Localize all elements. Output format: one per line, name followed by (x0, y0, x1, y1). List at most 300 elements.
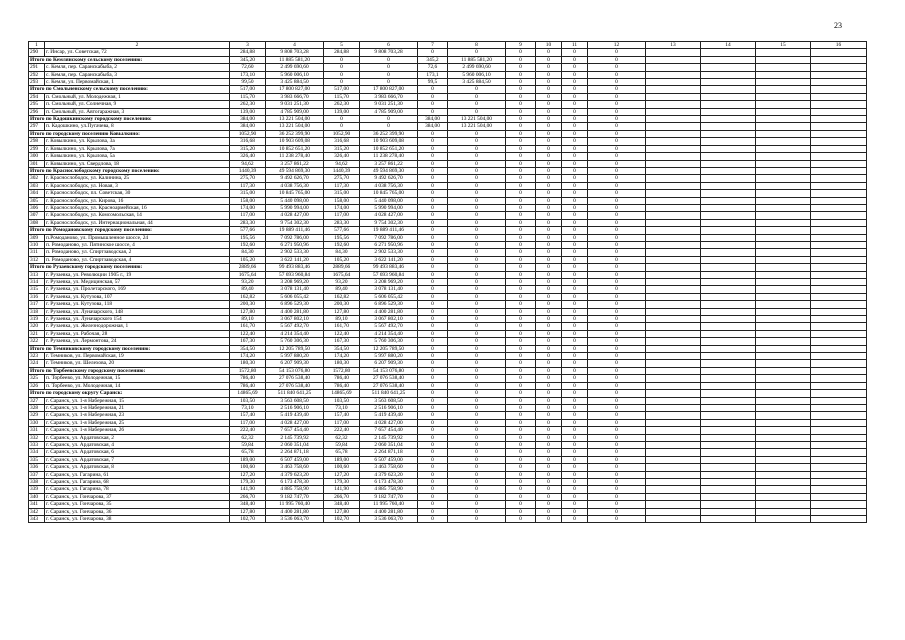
value-cell: 84,30 (230, 249, 266, 256)
value-cell: 0 (506, 286, 536, 293)
value-cell: 2 060 351,04 (360, 441, 418, 448)
value-cell: 4 028 427,00 (266, 212, 324, 219)
value-cell (811, 486, 867, 493)
value-cell: 5 567 492,70 (360, 323, 418, 330)
value-cell (646, 167, 701, 174)
value-cell (646, 256, 701, 263)
value-cell: 2 516 906,10 (360, 404, 418, 411)
value-cell (756, 56, 811, 63)
value-cell: 0 (506, 108, 536, 115)
subtotal-label-cell: Итого по Ромодановскому городскому поселению: (29, 227, 230, 234)
row-number-cell: 327 (29, 397, 45, 404)
address-cell: г. Саранск, ул. Гагарина, 61 (45, 471, 230, 478)
value-cell: 6 271 950,96 (360, 241, 418, 248)
table-row (29, 471, 867, 478)
value-cell: 0 (536, 434, 562, 441)
value-cell (701, 375, 756, 382)
column-number-cell: 1 (29, 42, 45, 49)
value-cell: 0 (562, 345, 588, 352)
value-cell: 0 (588, 516, 646, 523)
value-cell: 0 (506, 382, 536, 389)
value-cell (756, 323, 811, 330)
value-cell: 0 (562, 397, 588, 404)
value-cell: 0 (506, 197, 536, 204)
value-cell: 180,30 (324, 360, 360, 367)
value-cell (646, 419, 701, 426)
value-cell: 0 (324, 64, 360, 71)
value-cell: 0 (536, 316, 562, 323)
value-cell: 0 (536, 486, 562, 493)
value-cell: 3 536 063,70 (360, 516, 418, 523)
value-cell: 0 (506, 375, 536, 382)
value-cell: 0 (588, 86, 646, 93)
value-cell (811, 338, 867, 345)
value-cell (756, 175, 811, 182)
value-cell (811, 212, 867, 219)
value-cell: 0 (562, 182, 588, 189)
value-cell: 0 (448, 160, 506, 167)
value-cell: 0 (562, 286, 588, 293)
value-cell: 0 (506, 316, 536, 323)
value-cell: 13 221 504,00 (448, 123, 506, 130)
value-cell: 384,00 (230, 123, 266, 130)
address-cell: г. Инсар, ул. Советская, 72 (45, 49, 230, 56)
value-cell: 0 (506, 116, 536, 123)
value-cell: 11 238 278,40 (360, 153, 418, 160)
value-cell (756, 301, 811, 308)
address-cell: г. Рузаевка, ул. Революции 1905 г., 19 (45, 271, 230, 278)
value-cell: 73,10 (230, 404, 266, 411)
value-cell: 2 902 533,30 (266, 249, 324, 256)
value-cell: 7 092 786,00 (266, 234, 324, 241)
value-cell (811, 293, 867, 300)
value-cell: 0 (562, 367, 588, 374)
value-cell: 0 (536, 138, 562, 145)
value-cell (756, 427, 811, 434)
table-row (29, 323, 867, 330)
value-cell: 12 205 789,50 (266, 345, 324, 352)
value-cell: 5 997 880,20 (266, 353, 324, 360)
value-cell: 0 (506, 79, 536, 86)
value-cell (701, 204, 756, 211)
value-cell (756, 338, 811, 345)
value-cell (701, 501, 756, 508)
value-cell: 0 (506, 93, 536, 100)
value-cell (811, 49, 867, 56)
value-cell: 65,78 (230, 449, 266, 456)
value-cell: 0 (562, 204, 588, 211)
value-cell: 5 419 439,40 (266, 412, 324, 419)
table-row (29, 138, 867, 145)
value-cell: 0 (324, 123, 360, 130)
value-cell (756, 404, 811, 411)
value-cell (646, 456, 701, 463)
value-cell: 0 (448, 286, 506, 293)
row-number-cell: 334 (29, 449, 45, 456)
value-cell: 117,00 (230, 419, 266, 426)
value-cell: 0 (418, 182, 448, 189)
value-cell (646, 56, 701, 63)
value-cell (701, 182, 756, 189)
value-cell: 316,68 (324, 138, 360, 145)
table-row (29, 175, 867, 182)
value-cell: 180,30 (230, 360, 266, 367)
value-cell: 5 960 006,10 (266, 71, 324, 78)
value-cell: 3 208 969,20 (266, 279, 324, 286)
value-cell: 10 852 651,20 (266, 145, 324, 152)
value-cell: 0 (448, 130, 506, 137)
address-cell: г. Саранск, ул. Ардатовская, 2 (45, 434, 230, 441)
address-cell: г. Саранск, ул. 1-я Набережная, 25 (45, 419, 230, 426)
value-cell (756, 308, 811, 315)
value-cell: 0 (588, 256, 646, 263)
value-cell: 2 060 351,04 (266, 441, 324, 448)
value-cell: 0 (536, 456, 562, 463)
value-cell: 0 (562, 316, 588, 323)
value-cell: 577,66 (230, 227, 266, 234)
value-cell: 0 (588, 338, 646, 345)
value-cell (756, 501, 811, 508)
value-cell: 0 (418, 404, 448, 411)
value-cell: 0 (506, 56, 536, 63)
value-cell: 0 (588, 464, 646, 471)
value-cell: 0 (536, 367, 562, 374)
value-cell: 0 (418, 249, 448, 256)
row-number-cell: 324 (29, 360, 45, 367)
value-cell (701, 308, 756, 315)
value-cell: 6 507 459,00 (360, 456, 418, 463)
value-cell: 0 (418, 412, 448, 419)
value-cell: 0 (562, 478, 588, 485)
value-cell: 10 903 609,08 (266, 138, 324, 145)
value-cell: 0 (506, 49, 536, 56)
column-number-cell: 14 (701, 42, 756, 49)
value-cell: 62,32 (230, 434, 266, 441)
value-cell: 0 (536, 516, 562, 523)
table-row (29, 501, 867, 508)
address-cell: г. Саранск, ул. Ардатовская, 8 (45, 464, 230, 471)
value-cell: 0 (588, 182, 646, 189)
value-cell: 0 (562, 79, 588, 86)
value-cell: 0 (448, 456, 506, 463)
column-number-cell: 16 (811, 42, 867, 49)
value-cell: 117,30 (230, 182, 266, 189)
table-row (29, 434, 867, 441)
row-number-cell: 339 (29, 486, 45, 493)
row-number-cell: 337 (29, 471, 45, 478)
row-number-cell: 330 (29, 419, 45, 426)
value-cell: 4 400 281,80 (360, 308, 418, 315)
value-cell: 65,78 (324, 449, 360, 456)
value-cell: 0 (506, 227, 536, 234)
column-number-cell: 7 (418, 42, 448, 49)
table-row (29, 71, 867, 78)
value-cell: 0 (418, 323, 448, 330)
row-number-cell: 332 (29, 434, 45, 441)
value-cell (701, 434, 756, 441)
value-cell: 0 (506, 464, 536, 471)
table-row (29, 338, 867, 345)
row-number-cell: 292 (29, 71, 45, 78)
value-cell (646, 330, 701, 337)
address-cell: г. Саранск, ул. Гончарова, 38 (45, 516, 230, 523)
value-cell (811, 86, 867, 93)
value-cell (811, 397, 867, 404)
value-cell: 0 (536, 175, 562, 182)
value-cell: 0 (588, 434, 646, 441)
address-cell: г. Рузаевка, ул. Кутузова, 118 (45, 301, 230, 308)
value-cell: 9 808 703,28 (360, 49, 418, 56)
value-cell: 4 028 427,00 (360, 419, 418, 426)
value-cell: 11 238 278,40 (266, 153, 324, 160)
value-cell: 0 (506, 330, 536, 337)
value-cell: 122,40 (324, 330, 360, 337)
value-cell: 266,70 (230, 493, 266, 500)
value-cell: 2889,66 (324, 264, 360, 271)
value-cell: 3 622 141,20 (360, 256, 418, 263)
value-cell: 0 (448, 412, 506, 419)
address-cell: г. Саранск, ул. 1-я Набережная, 26 (45, 427, 230, 434)
value-cell: 10 845 765,00 (266, 190, 324, 197)
value-cell (646, 501, 701, 508)
value-cell: 36 252 399,90 (266, 130, 324, 137)
value-cell: 174,20 (324, 353, 360, 360)
value-cell: 4 400 281,80 (266, 308, 324, 315)
value-cell: 9 031 251,30 (360, 101, 418, 108)
value-cell: 2 145 739,92 (360, 434, 418, 441)
value-cell: 105,20 (324, 256, 360, 263)
address-cell: п. Кадошкино, ул.Пугачева, 8 (45, 123, 230, 130)
value-cell: 262,30 (230, 101, 266, 108)
value-cell: 57 693 960,84 (266, 271, 324, 278)
row-number-cell: 306 (29, 204, 45, 211)
value-cell (646, 175, 701, 182)
table-row (29, 478, 867, 485)
address-cell: г. Краснослободск, ул. Интернациональная, 44 (45, 219, 230, 226)
value-cell (756, 471, 811, 478)
value-cell (646, 130, 701, 137)
subtotal-label-cell: Итого по городскому поселению Ковылкино: (29, 130, 230, 137)
address-cell: п. Смольный, ул. Солнечная, 9 (45, 101, 230, 108)
row-number-cell: 322 (29, 338, 45, 345)
value-cell: 3 208 969,20 (360, 279, 418, 286)
value-cell: 2 264 871,18 (360, 449, 418, 456)
value-cell (811, 145, 867, 152)
value-cell: 0 (588, 56, 646, 63)
value-cell: 0 (536, 449, 562, 456)
value-cell (646, 160, 701, 167)
value-cell: 189,00 (324, 456, 360, 463)
value-cell (701, 404, 756, 411)
value-cell: 0 (562, 441, 588, 448)
row-number-cell: 307 (29, 212, 45, 219)
value-cell: 0 (562, 49, 588, 56)
column-number-cell: 8 (448, 42, 506, 49)
value-cell: 0 (506, 219, 536, 226)
value-cell: 0 (418, 367, 448, 374)
value-cell: 17 800 827,00 (266, 86, 324, 93)
value-cell: 0 (418, 108, 448, 115)
value-cell: 0 (588, 382, 646, 389)
value-cell (701, 330, 756, 337)
subtotal-row (29, 390, 867, 397)
table-row (29, 375, 867, 382)
value-cell: 0 (562, 56, 588, 63)
row-number-cell: 320 (29, 323, 45, 330)
value-cell: 0 (448, 197, 506, 204)
value-cell (811, 271, 867, 278)
value-cell: 6 271 950,96 (266, 241, 324, 248)
value-cell: 11 885 581,20 (448, 56, 506, 63)
value-cell (811, 516, 867, 523)
value-cell: 9 808 703,28 (266, 49, 324, 56)
value-cell (811, 427, 867, 434)
value-cell: 0 (360, 116, 418, 123)
table-row (29, 123, 867, 130)
value-cell: 0 (448, 145, 506, 152)
value-cell: 0 (418, 441, 448, 448)
subtotal-row (29, 264, 867, 271)
value-cell (646, 86, 701, 93)
value-cell: 0 (418, 293, 448, 300)
value-cell: 174,20 (230, 353, 266, 360)
value-cell: 0 (536, 219, 562, 226)
subtotal-row (29, 367, 867, 374)
value-cell: 0 (536, 130, 562, 137)
value-cell (756, 449, 811, 456)
value-cell (811, 412, 867, 419)
value-cell: 266,70 (324, 493, 360, 500)
value-cell (646, 316, 701, 323)
value-cell (646, 345, 701, 352)
value-cell: 7 657 454,40 (266, 427, 324, 434)
value-cell: 0 (448, 293, 506, 300)
table-row (29, 308, 867, 315)
value-cell: 0 (588, 271, 646, 278)
value-cell: 0 (506, 441, 536, 448)
value-cell: 6 507 459,00 (266, 456, 324, 463)
value-cell (701, 316, 756, 323)
value-cell (811, 123, 867, 130)
value-cell (701, 516, 756, 523)
value-cell: 89,10 (324, 316, 360, 323)
value-cell (811, 493, 867, 500)
value-cell: 10 852 651,20 (360, 145, 418, 152)
value-cell (646, 138, 701, 145)
subtotal-label-cell: Итого по Кадошкинскому городскому поселению: (29, 116, 230, 123)
value-cell: 786,40 (324, 375, 360, 382)
subtotal-row (29, 345, 867, 352)
value-cell: 0 (588, 486, 646, 493)
value-cell: 0 (562, 382, 588, 389)
value-cell: 0 (448, 486, 506, 493)
value-cell: 17 800 827,00 (360, 86, 418, 93)
value-cell (701, 427, 756, 434)
value-cell (811, 153, 867, 160)
value-cell: 161,70 (230, 323, 266, 330)
value-cell (701, 167, 756, 174)
value-cell (756, 227, 811, 234)
value-cell: 4 379 623,20 (266, 471, 324, 478)
value-cell: 5 760 306,30 (266, 338, 324, 345)
table-row (29, 108, 867, 115)
value-cell: 102,70 (230, 516, 266, 523)
value-cell (646, 493, 701, 500)
table-row (29, 456, 867, 463)
value-cell: 1440,39 (324, 167, 360, 174)
value-cell (646, 153, 701, 160)
row-number-cell: 319 (29, 316, 45, 323)
value-cell: 0 (418, 508, 448, 515)
value-cell: 3 067 802,10 (266, 316, 324, 323)
value-cell: 0 (360, 123, 418, 130)
value-cell: 0 (588, 404, 646, 411)
value-cell: 0 (448, 434, 506, 441)
table-row (29, 353, 867, 360)
value-cell: 0 (418, 279, 448, 286)
value-cell: 0 (562, 219, 588, 226)
value-cell: 0 (562, 153, 588, 160)
address-cell: г. Саранск, ул. Ардатовская, 4 (45, 441, 230, 448)
value-cell: 0 (562, 271, 588, 278)
value-cell: 0 (588, 316, 646, 323)
value-cell (811, 464, 867, 471)
value-cell: 0 (418, 138, 448, 145)
subtotal-label-cell: Итого по городскому округу Саранск: (29, 390, 230, 397)
value-cell: 0 (448, 219, 506, 226)
value-cell: 0 (448, 323, 506, 330)
value-cell (701, 286, 756, 293)
row-number-cell: 318 (29, 308, 45, 315)
value-cell: 1440,39 (230, 167, 266, 174)
value-cell (646, 286, 701, 293)
value-cell: 14865,69 (324, 390, 360, 397)
value-cell (811, 279, 867, 286)
value-cell (756, 79, 811, 86)
value-cell: 517,00 (324, 86, 360, 93)
value-cell: 0 (506, 175, 536, 182)
address-cell: г. Саранск, ул. Ардатовская, 7 (45, 456, 230, 463)
value-cell (646, 486, 701, 493)
value-cell: 11 995 760,40 (360, 501, 418, 508)
value-cell: 326,40 (230, 153, 266, 160)
value-cell: 19 889 411,46 (266, 227, 324, 234)
value-cell (701, 130, 756, 137)
value-cell (646, 279, 701, 286)
value-cell: 511 840 641,25 (360, 390, 418, 397)
value-cell: 3 983 666,70 (360, 93, 418, 100)
value-cell: 0 (448, 241, 506, 248)
value-cell (756, 412, 811, 419)
value-cell: 0 (588, 160, 646, 167)
value-cell: 5 606 055,42 (360, 293, 418, 300)
value-cell: 4 214 354,40 (360, 330, 418, 337)
value-cell (701, 116, 756, 123)
value-cell (756, 219, 811, 226)
value-cell: 0 (418, 353, 448, 360)
value-cell (646, 441, 701, 448)
value-cell: 139,00 (230, 108, 266, 115)
value-cell (701, 175, 756, 182)
column-number-cell: 6 (360, 42, 418, 49)
value-cell (811, 316, 867, 323)
value-cell: 9 754 302,30 (266, 219, 324, 226)
column-number-cell: 15 (756, 42, 811, 49)
value-cell (756, 293, 811, 300)
value-cell: 0 (588, 330, 646, 337)
row-number-cell: 326 (29, 382, 45, 389)
value-cell: 73,10 (324, 404, 360, 411)
